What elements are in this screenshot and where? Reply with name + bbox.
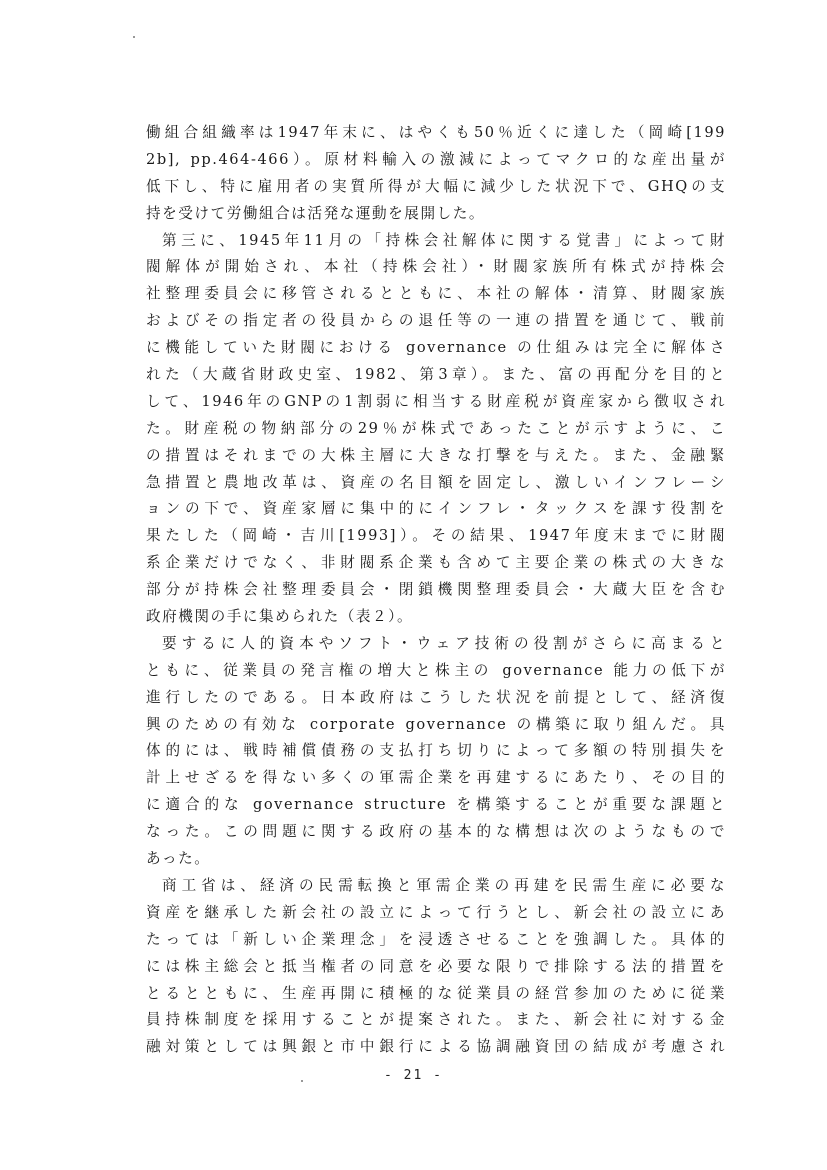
text-line: 急措置と農地改革は、資産の名目額を固定し、激しいインフレーシ	[146, 473, 726, 491]
text-line: には株主総会と抵当権者の同意を必要な限りで排除する法的措置を	[146, 957, 726, 975]
text-line: 低下し、特に雇用者の実質所得が大幅に減少した状況下で、GHQの支	[146, 177, 726, 195]
text-line: 持を受けて労働組合は活発な運動を展開した。	[146, 204, 486, 222]
text-line: 興のための有効な corporate governance の構築に取り組んだ。具	[146, 715, 726, 733]
text-line: なった。この問題に関する政府の基本的な構想は次のようなもので	[146, 823, 726, 841]
text-line: 社整理委員会に移管されるとともに、本社の解体・清算、財閥家族	[146, 285, 726, 303]
body-text	[146, 120, 726, 1061]
text-line: 働組合組織率は1947年末に、はやくも50％近くに達した（岡崎[199	[146, 124, 726, 141]
text-line: 商工省は、経済の民需転換と軍需企業の再建を民需生産に必要な	[162, 876, 726, 894]
text-line: 進行したのである。日本政府はこうした状況を前提として、経済復	[146, 688, 726, 706]
text-line: の措置はそれまでの大株主層に大きな打撃を与えた。また、金融緊	[146, 446, 726, 464]
text-line: れた（大蔵省財政史室、1982、第3章）。また、富の再配分を目的と	[146, 366, 726, 384]
text-line: 資産を継承した新会社の設立によって行うとし、新会社の設立にあ	[146, 903, 726, 921]
scan-speck	[133, 36, 135, 38]
text-line: 要するに人的資本やソフト・ウェア技術の役割がさらに高まると	[162, 634, 726, 652]
text-line: 体的には、戦時補償債務の支払打ち切りによって多額の特別損失を	[146, 742, 726, 760]
text-line: に機能していた財閥における governance の仕組みは完全に解体さ	[146, 339, 726, 357]
page-number: - 21 -	[384, 1068, 443, 1083]
text-line: 閥解体が開始され、本社（持株会社）・財閥家族所有株式が持株会	[146, 258, 726, 276]
text-line: とるとともに、生産再開に積極的な従業員の経営参加のために従業	[146, 984, 726, 1002]
text-line: 果たした（岡崎・吉川[1993]）。その結果、1947年度末までに財閥	[146, 527, 726, 545]
text-line: 第三に、1945年11月の「持株会社解体に関する覚書」によって財	[162, 231, 726, 249]
text-line: 員持株制度を採用することが提案された。また、新会社に対する金	[146, 1011, 726, 1029]
text-line: ョンの下で、資産家層に集中的にインフレ・タックスを課す役割を	[146, 500, 726, 518]
text-line: 系企業だけでなく、非財閥系企業も含めて主要企業の株式の大きな	[146, 554, 726, 572]
text-line: ともに、従業員の発言権の増大と株主の governance 能力の低下が	[146, 661, 726, 679]
text-line: 2b], pp.464-466）。原材料輸入の激減によってマクロ的な産出量が	[146, 150, 726, 168]
text-line: 融対策としては興銀と市中銀行による協調融資団の結成が考慮され	[146, 1038, 726, 1056]
text-line: 計上せざるを得ない多くの軍需企業を再建するにあたり、その目的	[146, 769, 726, 787]
text-line: に適合的な governance structure を構築することが重要な課題と	[146, 796, 726, 814]
text-line: あった。	[146, 850, 211, 868]
text-line: 政府機関の手に集められた（表２）。	[146, 608, 414, 626]
text-line: た。財産税の物納部分の29％が株式であったことが示すように、こ	[146, 419, 726, 437]
text-line: 部分が持株会社整理委員会・閉鎖機関整理委員会・大蔵大臣を含む	[146, 581, 726, 599]
text-line: およびその指定者の役員からの退任等の一連の措置を通じて、戦前	[146, 312, 726, 330]
text-line: たっては「新しい企業理念」を浸透させることを強調した。具体的	[146, 930, 726, 948]
text-line: して、1946年のGNPの1割弱に相当する財産税が資産家から徴収され	[146, 392, 726, 410]
